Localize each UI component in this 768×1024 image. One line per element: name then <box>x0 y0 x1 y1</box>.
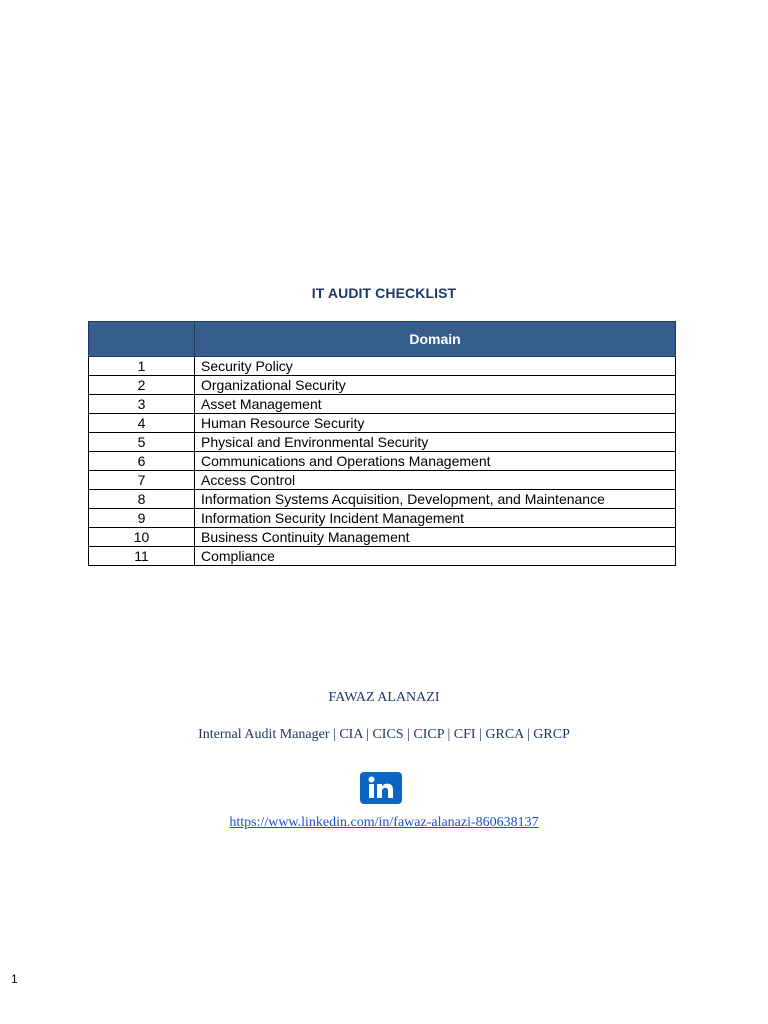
row-domain: Organizational Security <box>195 376 676 395</box>
row-number: 5 <box>89 433 195 452</box>
row-number: 7 <box>89 471 195 490</box>
author-name: FAWAZ ALANAZI <box>328 690 440 705</box>
row-number: 11 <box>89 547 195 566</box>
row-number: 9 <box>89 509 195 528</box>
document-title: IT AUDIT CHECKLIST <box>311 285 457 301</box>
table-row <box>89 490 676 509</box>
row-domain: Business Continuity Management <box>195 528 676 547</box>
table-row <box>89 452 676 471</box>
row-domain: Information Security Incident Management <box>195 509 676 528</box>
row-domain: Compliance <box>195 547 676 566</box>
table-row <box>89 395 676 414</box>
row-number: 3 <box>89 395 195 414</box>
row-number: 10 <box>89 528 195 547</box>
table-row <box>89 509 676 528</box>
row-domain: Security Policy <box>195 357 676 376</box>
table-row <box>89 414 676 433</box>
table-row <box>89 433 676 452</box>
table-header-row <box>89 322 676 357</box>
linkedin-icon[interactable] <box>360 772 402 804</box>
row-domain: Human Resource Security <box>195 414 676 433</box>
row-domain: Physical and Environmental Security <box>195 433 676 452</box>
table-row <box>89 547 676 566</box>
linkedin-logo-graphic <box>360 772 402 804</box>
table-row <box>89 376 676 395</box>
header-domain: Domain <box>195 322 676 357</box>
row-number: 2 <box>89 376 195 395</box>
table-row <box>89 528 676 547</box>
row-number: 6 <box>89 452 195 471</box>
row-number: 1 <box>89 357 195 376</box>
row-domain: Communications and Operations Management <box>195 452 676 471</box>
page-number: 1 <box>11 972 18 986</box>
row-number: 4 <box>89 414 195 433</box>
header-number <box>89 322 195 357</box>
row-domain: Asset Management <box>195 395 676 414</box>
table-row <box>89 357 676 376</box>
audit-checklist-table <box>88 321 676 566</box>
linkedin-profile-link[interactable]: https://www.linkedin.com/in/fawaz-alanazi-860638137 <box>229 815 539 830</box>
row-domain: Information Systems Acquisition, Development, and Maintenance <box>195 490 676 509</box>
row-number: 8 <box>89 490 195 509</box>
author-credentials: Internal Audit Manager | CIA | CICS | CICP | CFI | GRCA | GRCP <box>198 727 570 742</box>
table-row <box>89 471 676 490</box>
row-domain: Access Control <box>195 471 676 490</box>
